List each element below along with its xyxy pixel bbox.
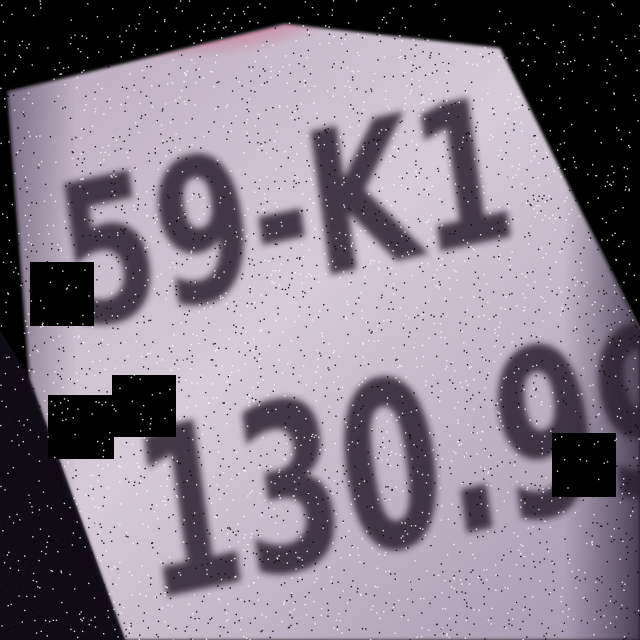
- occlusion-box: [552, 433, 616, 497]
- plate-line-2: 130.99: [120, 269, 640, 640]
- occlusion-box: [48, 395, 114, 459]
- plate-line-1: 59-K1: [44, 51, 527, 377]
- occlusion-box: [30, 262, 94, 326]
